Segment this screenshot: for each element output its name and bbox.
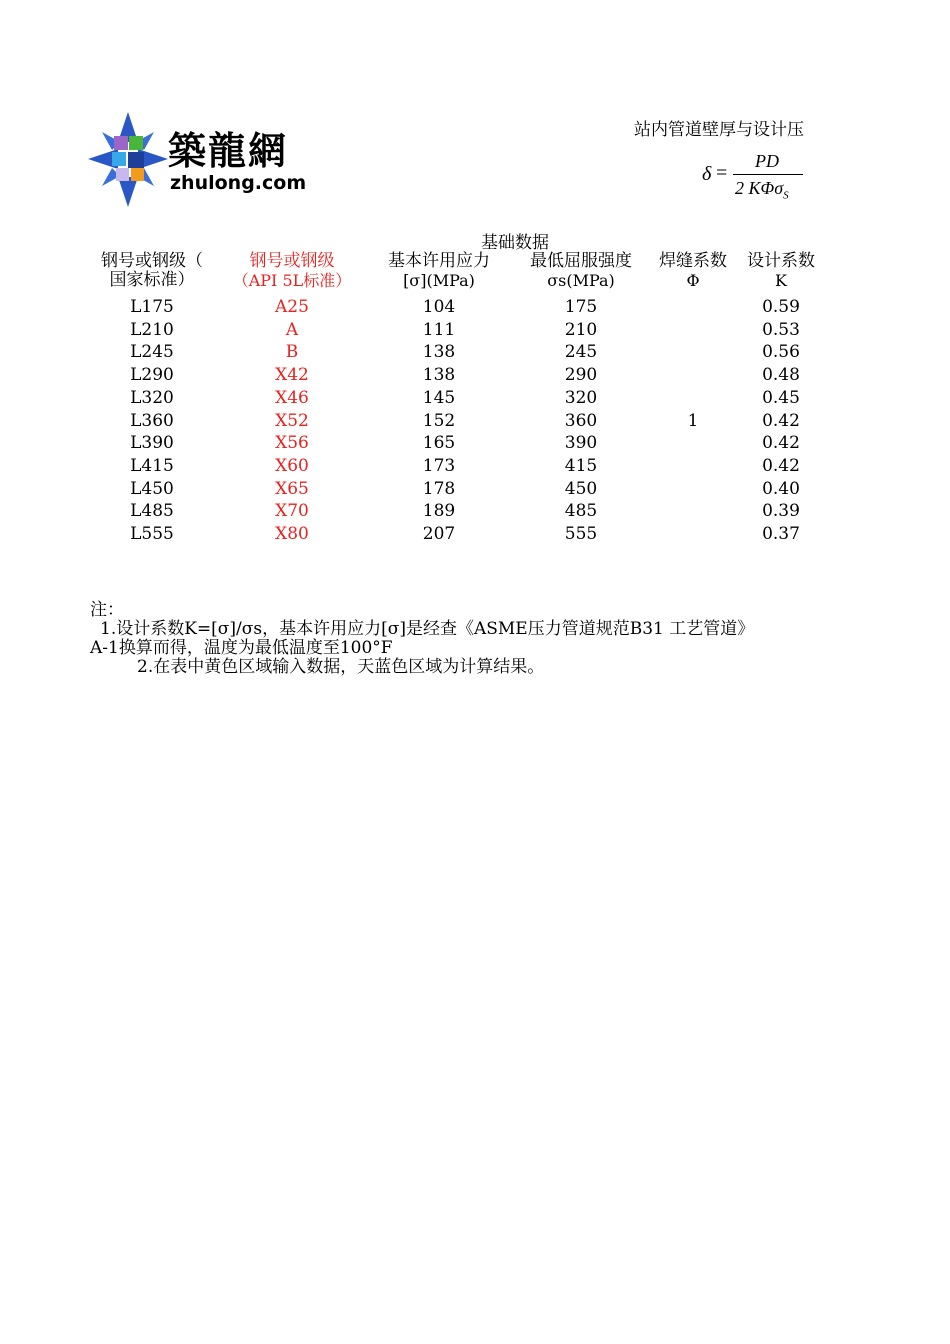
api-grade-cell: X42 <box>275 365 309 386</box>
api-grade-cell: X70 <box>275 501 309 522</box>
yield-strength-cell: 210 <box>564 319 598 340</box>
notes-line-1: 1.设计系数K=[σ]/σs，基本许用应力[σ]是经查《ASME压力管道规范B31 工艺管道》 <box>100 619 755 639</box>
allowable-stress-cell: 138 <box>422 365 456 386</box>
gb-grade-cell: L175 <box>130 297 174 317</box>
header-allowable-stress-unit: [σ](MPa) <box>403 271 475 290</box>
yield-strength-cell: 555 <box>564 524 598 544</box>
design-factor-cell: 0.40 <box>762 478 800 499</box>
header-api-grade-sub: （API 5L标准） <box>232 271 352 290</box>
yield-strength-cell: 485 <box>564 501 598 522</box>
header-allowable-stress: 基本许用应力 <box>388 251 490 271</box>
api-grade-cell: B <box>285 342 299 363</box>
notes-label: 注： <box>90 600 124 620</box>
section-title: 基础数据 <box>481 233 549 253</box>
api-grade-cell: A25 <box>275 297 309 317</box>
api-grade-cell: X56 <box>275 433 309 454</box>
design-factor-cell: 0.59 <box>762 297 800 317</box>
gb-grade-cell: L245 <box>130 342 174 363</box>
formula-fraction-bar <box>733 174 803 175</box>
allowable-stress-cell: 138 <box>422 342 456 363</box>
yield-strength-cell: 390 <box>564 433 598 454</box>
gb-grade-cell: L320 <box>130 387 174 408</box>
header-yield-strength: 最低屈服强度 <box>530 251 632 271</box>
design-factor-cell: 0.42 <box>762 455 800 476</box>
logo-mark-icon <box>88 112 168 207</box>
formula-equals: = <box>716 162 728 184</box>
header-yield-strength-unit: σs(MPa) <box>547 271 615 290</box>
design-factor-cell: 0.48 <box>762 365 800 386</box>
gb-grade-cell: L390 <box>130 433 174 454</box>
logo-domain: zhulong.com <box>170 172 307 194</box>
gb-grade-cell: L210 <box>130 319 174 340</box>
api-grade-cell: X65 <box>275 478 309 499</box>
design-factor-cell: 0.42 <box>762 433 800 454</box>
gb-grade-cell: L290 <box>130 365 174 386</box>
allowable-stress-cell: 145 <box>422 387 456 408</box>
header-api-grade: 钢号或钢级 <box>249 251 335 271</box>
header-design-factor: 设计系数 <box>747 251 815 271</box>
weld-factor-cell: 1 <box>687 410 699 431</box>
header-gb-grade-sub: 国家标准） <box>109 270 195 290</box>
yield-strength-cell: 320 <box>564 387 598 408</box>
gb-grade-cell: L485 <box>130 501 174 522</box>
api-grade-cell: X80 <box>275 524 309 544</box>
gb-grade-cell: L415 <box>130 455 174 476</box>
logo-chinese-name: 築龍網 <box>168 128 289 173</box>
yield-strength-cell: 245 <box>564 342 598 363</box>
yield-strength-cell: 450 <box>564 478 598 499</box>
yield-strength-cell: 360 <box>564 410 598 431</box>
design-factor-cell: 0.39 <box>762 501 800 522</box>
header-weld-factor-symbol: Φ <box>686 271 700 290</box>
design-factor-cell: 0.42 <box>762 410 800 431</box>
formula-denominator-main: 2 KΦσ <box>735 178 784 198</box>
allowable-stress-cell: 104 <box>422 297 456 317</box>
formula-lhs: δ <box>702 163 712 185</box>
gb-grade-cell: L450 <box>130 478 174 499</box>
formula-denominator <box>735 178 789 202</box>
header-design-factor-symbol: K <box>775 271 787 290</box>
yield-strength-cell: 175 <box>564 297 598 317</box>
api-grade-cell: X52 <box>275 410 309 431</box>
zhulong-logo <box>88 112 307 207</box>
yield-strength-cell: 415 <box>564 455 598 476</box>
api-grade-cell: X46 <box>275 387 309 408</box>
api-grade-cell: X60 <box>275 455 309 476</box>
design-factor-cell: 0.56 <box>762 342 800 363</box>
gb-grade-cell: L555 <box>130 524 174 544</box>
allowable-stress-cell: 152 <box>422 410 456 431</box>
notes-line-3: 2.在表中黄色区域输入数据，天蓝色区域为计算结果。 <box>137 657 545 677</box>
design-factor-cell: 0.53 <box>762 319 800 340</box>
api-grade-cell: A <box>285 319 299 340</box>
design-factor-cell: 0.45 <box>762 387 800 408</box>
allowable-stress-cell: 173 <box>422 455 456 476</box>
page-title: 站内管道壁厚与设计压 <box>634 120 804 140</box>
notes-line-2: A-1换算而得，温度为最低温度至100°F <box>90 638 393 658</box>
design-factor-cell: 0.37 <box>762 524 800 544</box>
allowable-stress-cell: 207 <box>422 524 456 544</box>
allowable-stress-cell: 178 <box>422 478 456 499</box>
allowable-stress-cell: 189 <box>422 501 456 522</box>
gb-grade-cell: L360 <box>130 410 174 431</box>
header-gb-grade: 钢号或钢级（ <box>101 251 203 271</box>
yield-strength-cell: 290 <box>564 365 598 386</box>
formula-numerator: PD <box>755 151 779 171</box>
formula-denominator-subscript: S <box>783 189 789 202</box>
allowable-stress-cell: 165 <box>422 433 456 454</box>
wall-thickness-formula <box>700 150 820 205</box>
allowable-stress-cell: 111 <box>422 319 456 340</box>
header-weld-factor: 焊缝系数 <box>659 251 727 271</box>
